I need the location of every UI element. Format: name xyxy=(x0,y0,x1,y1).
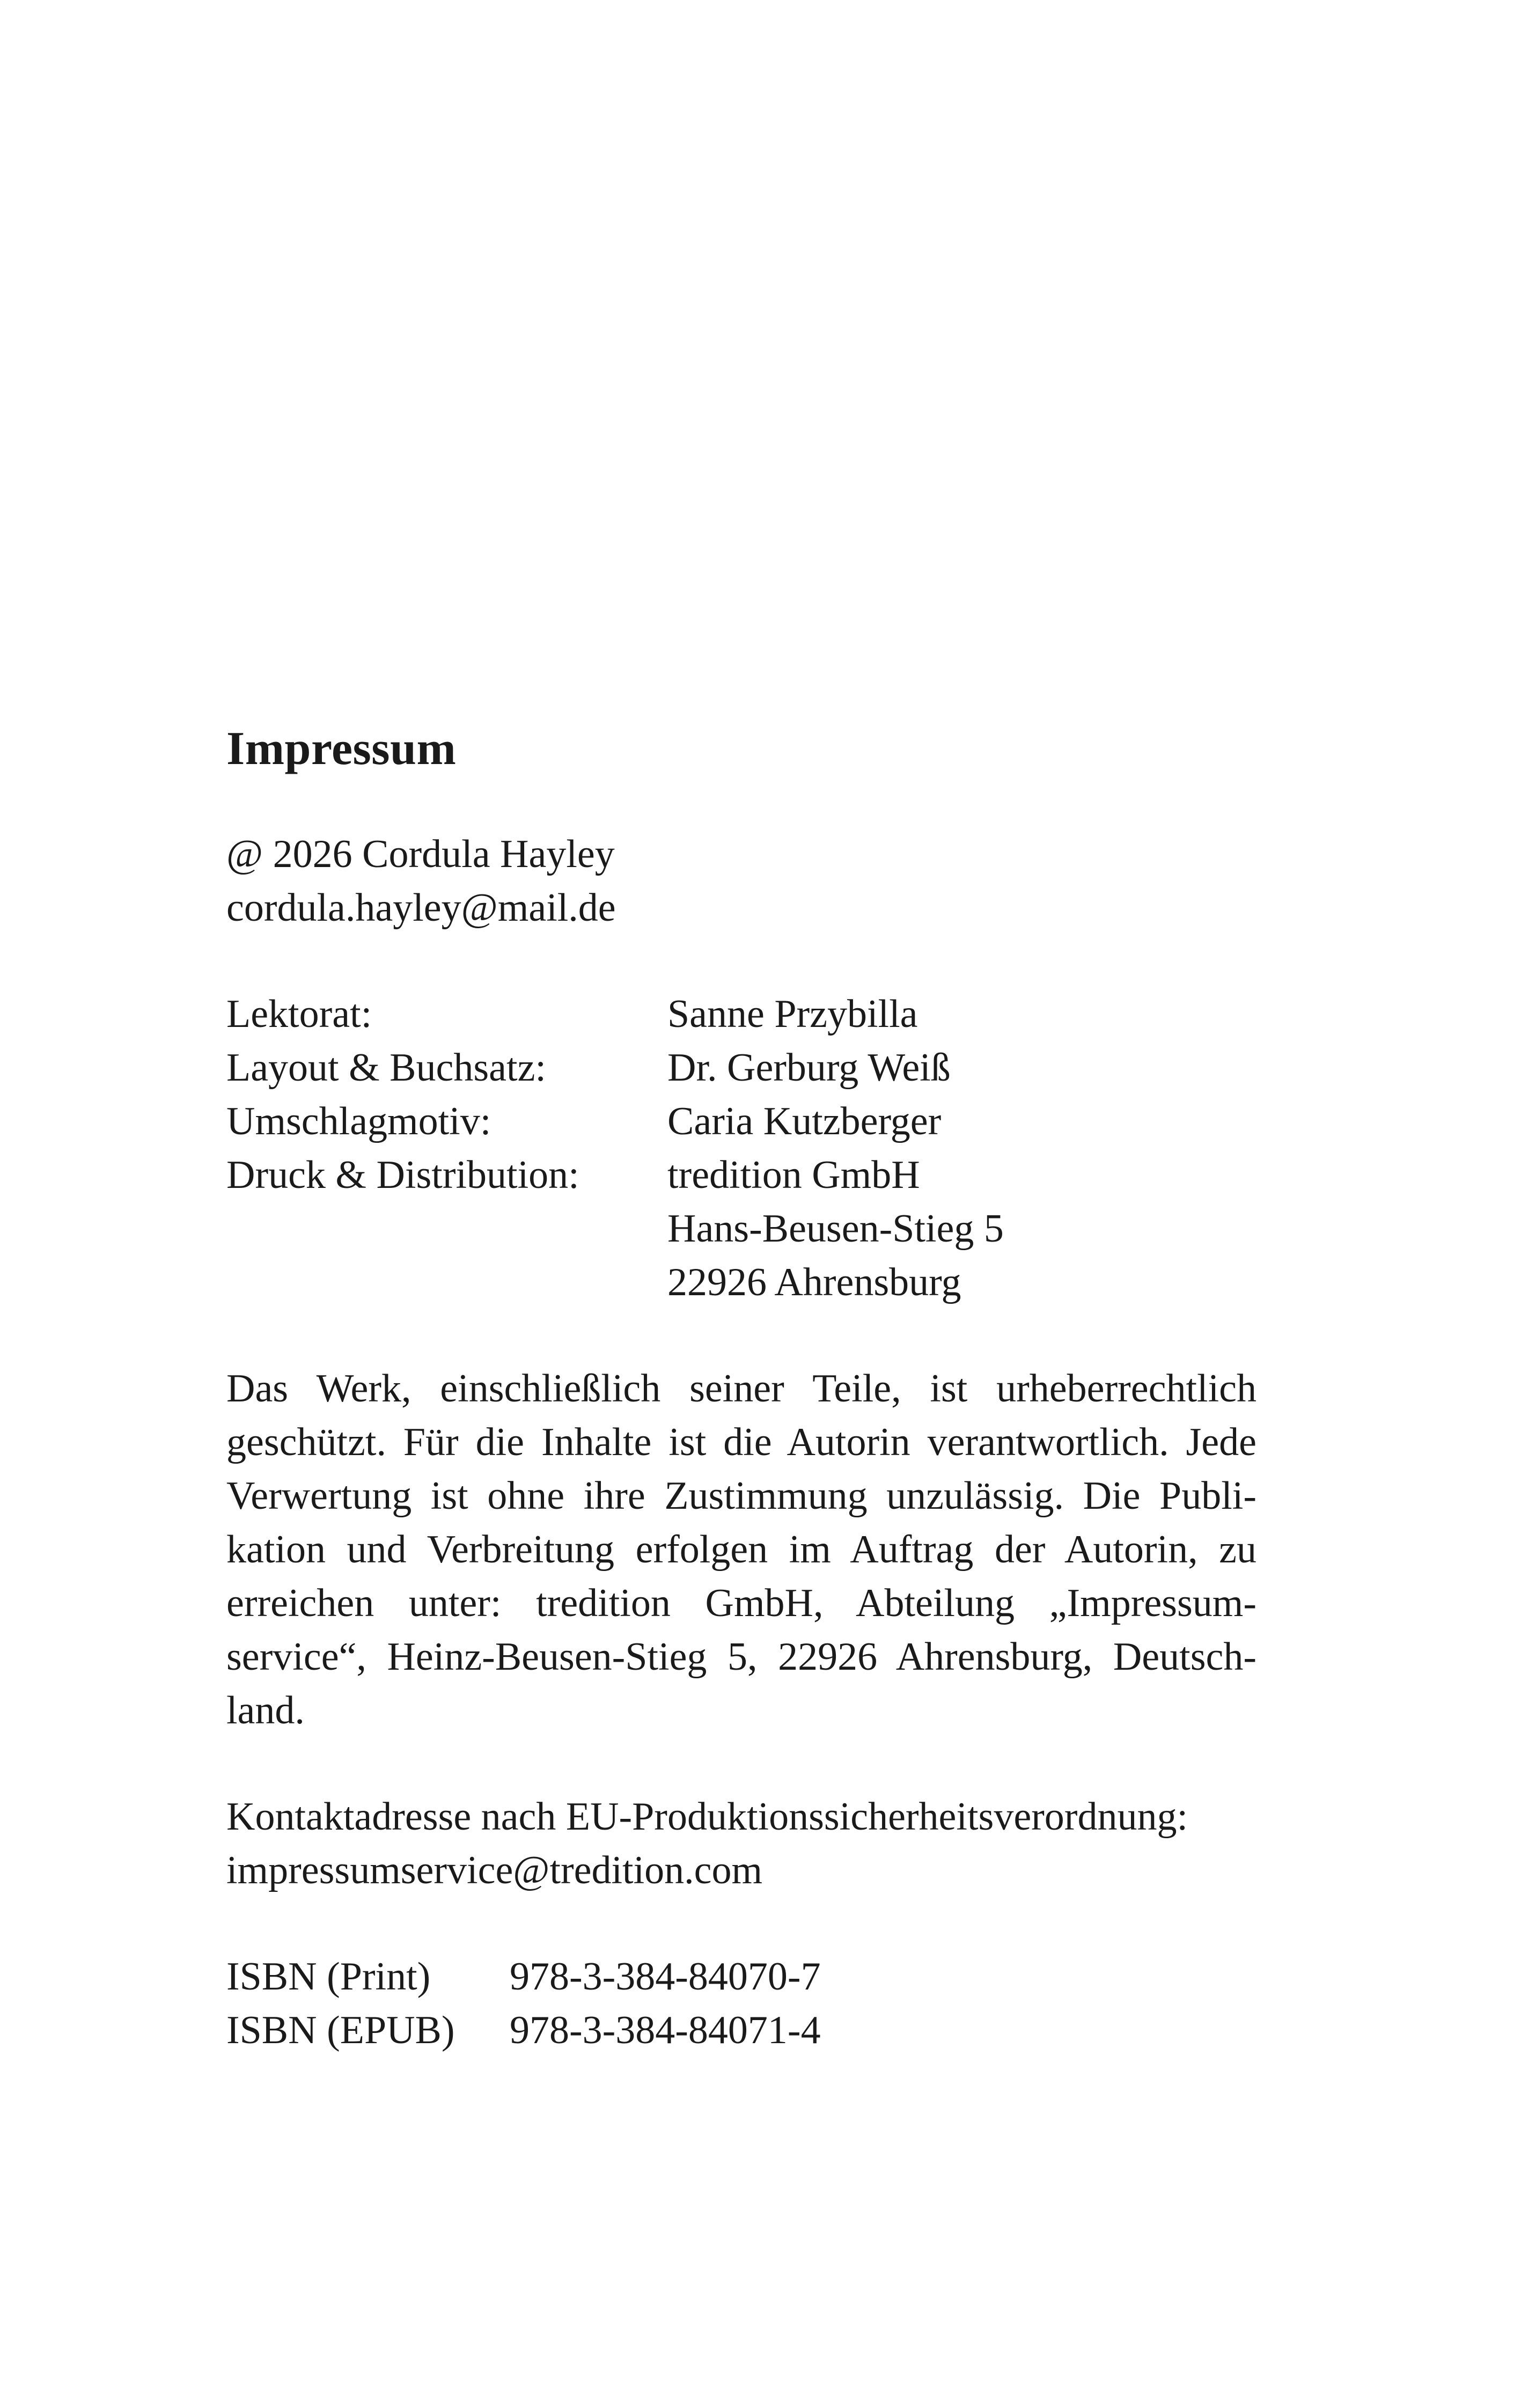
credit-values xyxy=(667,987,918,1041)
credit-label: Layout & Buchsatz: xyxy=(226,1046,546,1090)
isbn-list xyxy=(226,1950,1257,2057)
copyright-block xyxy=(226,827,1257,935)
credit-row-lektorat xyxy=(226,987,1257,1041)
credit-values xyxy=(667,1148,1004,1309)
isbn-value: 978-3-384-84071-4 xyxy=(510,2008,821,2052)
credit-label: Lektorat: xyxy=(226,992,372,1036)
copyright-line: @ 2026 Cordula Hayley xyxy=(226,832,615,876)
credit-value: tredition GmbH xyxy=(667,1153,920,1197)
isbn-label: ISBN (Print) xyxy=(226,1955,431,1999)
credit-label: Druck & Distribution: xyxy=(226,1153,579,1197)
credit-value: Sanne Przybilla xyxy=(667,992,918,1036)
isbn-row-print xyxy=(226,1950,1257,2003)
credit-value: 22926 Ahrensburg xyxy=(667,1260,961,1304)
credit-value: Hans-Beusen-Stieg 5 xyxy=(667,1207,1004,1251)
imprint-title: Impressum xyxy=(226,723,457,775)
isbn-value: 978-3-384-84070-7 xyxy=(510,1955,821,1999)
rights-paragraph: Das Werk, einschließlich seiner Teile, ist urheberrechtlich geschützt. Für die Inhalte ist die Autorin verantwortlich. Jede Verwertung ist ohne ihre Zustimmung unzulässig. Die Publikation und Verbreitung erfolgen im Auftrag der Autorin, zu erreichen unter: tredition GmbH, Abteilung „Impressumservice“, Heinz-Beusen-Stieg 5, 22926 Ahrensburg, Deutschland. xyxy=(226,1367,1257,1732)
credit-row-cover xyxy=(226,1095,1257,1148)
credit-value: Caria Kutzberger xyxy=(667,1099,942,1143)
isbn-row-epub xyxy=(226,2003,1257,2057)
imprint-page xyxy=(226,719,1257,2057)
contact-label: Kontaktadresse nach EU-Produktionssicherheitsverordnung: xyxy=(226,1795,1188,1839)
credit-label: Umschlagmotiv: xyxy=(226,1099,491,1143)
author-email: cordula.hayley@mail.de xyxy=(226,886,616,930)
credit-row-layout xyxy=(226,1041,1257,1095)
credits-list xyxy=(226,987,1257,1309)
credit-values xyxy=(667,1095,941,1148)
credit-values xyxy=(667,1041,951,1095)
credit-value: Dr. Gerburg Weiß xyxy=(667,1046,951,1090)
contact-email: impressumservice@tredition.com xyxy=(226,1848,763,1892)
contact-block xyxy=(226,1790,1257,1897)
isbn-label: ISBN (EPUB) xyxy=(226,2008,455,2052)
credit-row-distribution xyxy=(226,1148,1257,1309)
